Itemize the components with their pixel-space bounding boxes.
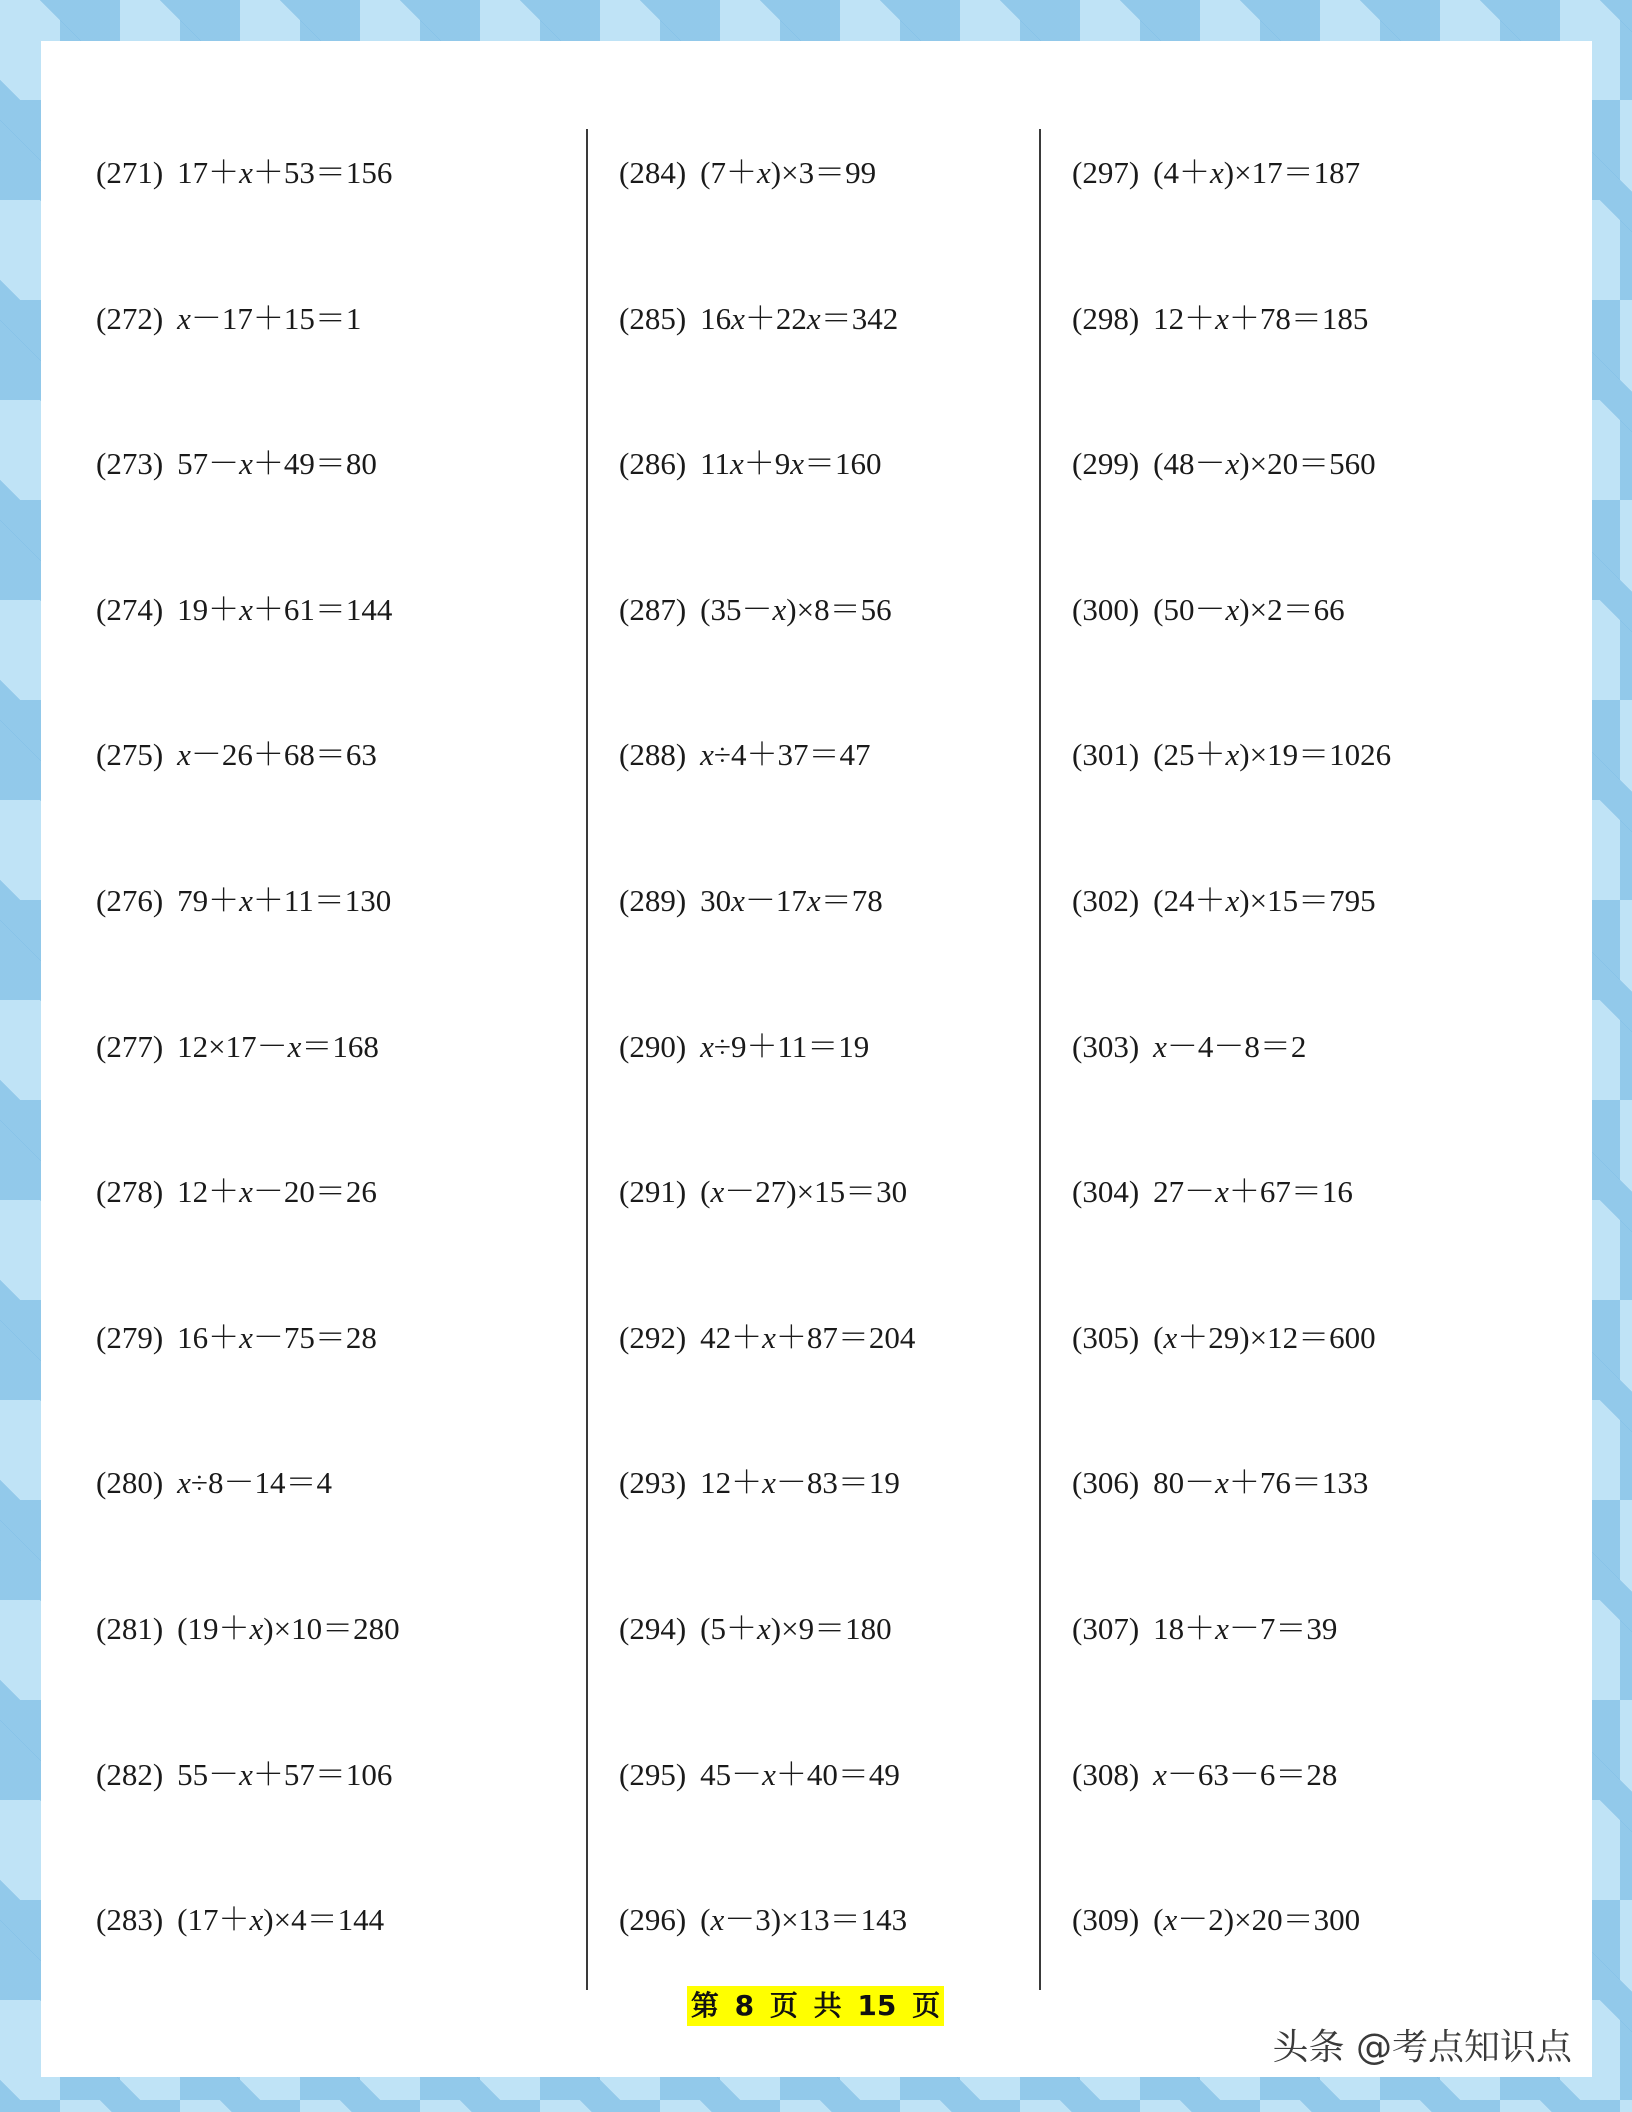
- equation-number: (309): [1072, 1902, 1140, 1937]
- equation-text: (5＋x)×9＝180: [700, 1611, 892, 1646]
- equation-number: (291): [619, 1174, 687, 1209]
- equation-item: [619, 1027, 869, 1067]
- column-divider: [1039, 129, 1041, 1990]
- equation-item: [619, 1609, 892, 1649]
- equation-text: x÷8－14＝4: [177, 1465, 332, 1500]
- equation-number: (272): [96, 301, 164, 336]
- equation-number: (294): [619, 1611, 687, 1646]
- equation-item: [1072, 735, 1391, 775]
- equation-text: 45－x＋40＝49: [700, 1757, 900, 1792]
- equation-text: x－17＋15＝1: [177, 301, 362, 336]
- equation-text: 27－x＋67＝16: [1153, 1174, 1353, 1209]
- equation-text: x÷4＋37＝47: [700, 737, 871, 772]
- equation-number: (308): [1072, 1757, 1140, 1792]
- equation-number: (275): [96, 737, 164, 772]
- equation-text: 57－x＋49＝80: [177, 446, 377, 481]
- equation-number: (281): [96, 1611, 164, 1646]
- equation-text: (24＋x)×15＝795: [1153, 883, 1376, 918]
- equation-number: (280): [96, 1465, 164, 1500]
- equation-number: (289): [619, 883, 687, 918]
- equation-text: x－63－6＝28: [1153, 1757, 1338, 1792]
- equation-item: [619, 1172, 907, 1212]
- equation-item: [96, 1027, 379, 1067]
- equation-text: 16x＋22x＝342: [700, 301, 899, 336]
- equation-item: [96, 299, 361, 339]
- equation-text: x－26＋68＝63: [177, 737, 377, 772]
- equation-number: (304): [1072, 1174, 1140, 1209]
- equation-text: x－4－8＝2: [1153, 1029, 1307, 1064]
- equation-item: [619, 444, 882, 484]
- equation-item: [96, 1172, 377, 1212]
- equation-item: [1072, 1027, 1306, 1067]
- equation-text: (19＋x)×10＝280: [177, 1611, 400, 1646]
- equation-item: [1072, 444, 1376, 484]
- equation-text: (7＋x)×3＝99: [700, 155, 877, 190]
- equation-number: (299): [1072, 446, 1140, 481]
- equation-number: (306): [1072, 1465, 1140, 1500]
- equation-text: 55－x＋57＝106: [177, 1757, 393, 1792]
- equation-number: (297): [1072, 155, 1140, 190]
- equation-number: (278): [96, 1174, 164, 1209]
- equation-item: [619, 1463, 900, 1503]
- equation-text: 42＋x＋87＝204: [700, 1320, 916, 1355]
- equation-text: (25＋x)×19＝1026: [1153, 737, 1392, 772]
- equation-number: (301): [1072, 737, 1140, 772]
- equation-item: [96, 881, 391, 921]
- equation-text: (x－3)×13＝143: [700, 1902, 908, 1937]
- equation-text: (17＋x)×4＝144: [177, 1902, 385, 1937]
- equation-item: [1072, 299, 1368, 339]
- equation-item: [1072, 1755, 1337, 1795]
- equation-item: [1072, 153, 1360, 193]
- equation-item: [619, 1318, 915, 1358]
- equation-item: [619, 1755, 900, 1795]
- equation-number: (287): [619, 592, 687, 627]
- equation-item: [1072, 1463, 1368, 1503]
- equation-item: [96, 590, 392, 630]
- equation-number: (302): [1072, 883, 1140, 918]
- equation-item: [619, 153, 876, 193]
- equation-number: (274): [96, 592, 164, 627]
- equation-item: [96, 1900, 384, 1940]
- equation-text: (x－2)×20＝300: [1153, 1902, 1361, 1937]
- equation-item: [1072, 590, 1345, 630]
- equation-text: (50－x)×2＝66: [1153, 592, 1345, 627]
- equation-text: 18＋x－7＝39: [1153, 1611, 1338, 1646]
- equation-number: (286): [619, 446, 687, 481]
- equation-item: [96, 1755, 392, 1795]
- equation-text: 12＋x＋78＝185: [1153, 301, 1369, 336]
- equation-item: [619, 299, 898, 339]
- equation-text: 11x＋9x＝160: [700, 446, 882, 481]
- equation-text: (48－x)×20＝560: [1153, 446, 1376, 481]
- equation-number: (277): [96, 1029, 164, 1064]
- equation-item: [619, 881, 883, 921]
- equation-text: 12＋x－20＝26: [177, 1174, 377, 1209]
- equation-item: [96, 1318, 377, 1358]
- equation-item: [96, 735, 377, 775]
- equation-item: [619, 1900, 907, 1940]
- equation-text: (x－27)×15＝30: [700, 1174, 908, 1209]
- equation-number: (288): [619, 737, 687, 772]
- equation-number: (290): [619, 1029, 687, 1064]
- equation-number: (282): [96, 1757, 164, 1792]
- equation-item: [96, 1463, 332, 1503]
- equation-number: (273): [96, 446, 164, 481]
- equation-item: [1072, 1318, 1376, 1358]
- equation-item: [96, 1609, 400, 1649]
- equation-number: (292): [619, 1320, 687, 1355]
- equation-item: [96, 153, 392, 193]
- equation-item: [1072, 1900, 1360, 1940]
- equation-text: 12＋x－83＝19: [700, 1465, 900, 1500]
- equation-text: (35－x)×8＝56: [700, 592, 892, 627]
- equation-text: 19＋x＋61＝144: [177, 592, 393, 627]
- equation-text: 17＋x＋53＝156: [177, 155, 393, 190]
- equation-number: (293): [619, 1465, 687, 1500]
- equation-text: (4＋x)×17＝187: [1153, 155, 1361, 190]
- equation-text: x÷9＋11＝19: [700, 1029, 870, 1064]
- equation-text: 80－x＋76＝133: [1153, 1465, 1369, 1500]
- equation-text: 30x－17x＝78: [700, 883, 883, 918]
- equation-number: (279): [96, 1320, 164, 1355]
- equation-text: (x＋29)×12＝600: [1153, 1320, 1376, 1355]
- equation-item: [1072, 881, 1376, 921]
- equation-number: (305): [1072, 1320, 1140, 1355]
- page-number-footer: 第 8 页 共 15 页: [687, 1986, 944, 2026]
- equation-number: (285): [619, 301, 687, 336]
- equation-text: 79＋x＋11＝130: [177, 883, 392, 918]
- worksheet-page: [41, 41, 1592, 2077]
- equation-number: (295): [619, 1757, 687, 1792]
- equation-item: [96, 444, 377, 484]
- equation-text: 12×17－x＝168: [177, 1029, 379, 1064]
- equation-item: [1072, 1609, 1337, 1649]
- equation-item: [1072, 1172, 1353, 1212]
- equation-number: (283): [96, 1902, 164, 1937]
- column-divider: [586, 129, 588, 1990]
- equation-number: (284): [619, 155, 687, 190]
- equation-item: [619, 590, 892, 630]
- equation-number: (307): [1072, 1611, 1140, 1646]
- equation-number: (296): [619, 1902, 687, 1937]
- equation-number: (276): [96, 883, 164, 918]
- equation-number: (271): [96, 155, 164, 190]
- equation-number: (300): [1072, 592, 1140, 627]
- equation-text: 16＋x－75＝28: [177, 1320, 377, 1355]
- equation-number: (298): [1072, 301, 1140, 336]
- equation-item: [619, 735, 870, 775]
- watermark-text: 头条 @考点知识点: [1272, 2027, 1572, 2068]
- equation-number: (303): [1072, 1029, 1140, 1064]
